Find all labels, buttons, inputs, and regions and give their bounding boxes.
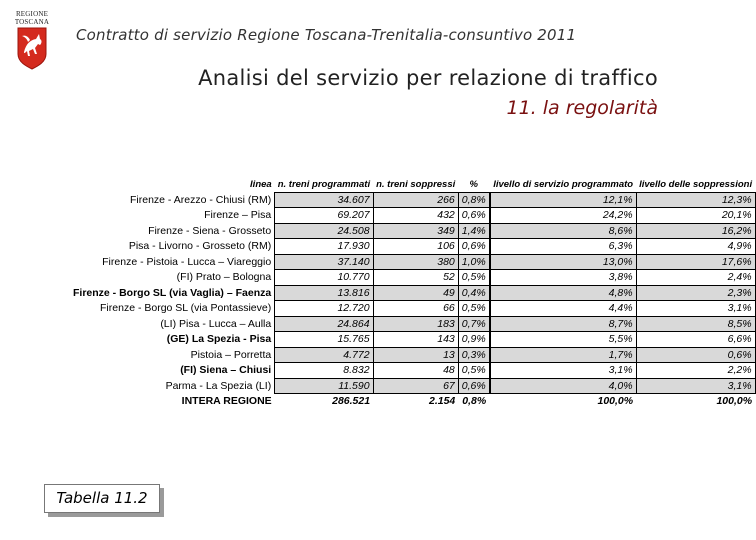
cell-pct: 0,9% <box>458 332 489 348</box>
cell-livello-servizio: 4,4% <box>490 301 636 317</box>
cell-pct: 0,6% <box>458 208 489 224</box>
cell-pct: 0,6% <box>458 239 489 255</box>
cell-livello-servizio: 5,5% <box>490 332 636 348</box>
cell-pct: 1,0% <box>458 254 489 270</box>
cell-livello-soppressioni: 3,1% <box>636 301 755 317</box>
cell-livello-servizio: 3,8% <box>490 270 636 286</box>
table-row <box>70 378 755 394</box>
total-livello-servizio: 100,0% <box>597 395 634 408</box>
main-title: Analisi del servizio per relazione di traffico <box>198 66 658 90</box>
cell-linea: Firenze - Arezzo - Chiusi (RM) <box>130 193 272 206</box>
cell-pct: 0,4% <box>458 285 489 301</box>
table-row <box>70 270 755 286</box>
cell-soppressi: 67 <box>373 378 458 394</box>
cell-programmati: 34.607 <box>275 192 373 208</box>
cell-programmati: 8.832 <box>275 363 373 379</box>
cell-pct: 0,5% <box>458 270 489 286</box>
cell-livello-soppressioni: 2,3% <box>636 285 755 301</box>
cell-livello-servizio: 3,1% <box>490 363 636 379</box>
header-programmati: n. treni programmati <box>277 178 371 190</box>
logo-text-line2: TOSCANA <box>14 18 50 26</box>
cell-linea: Firenze – Pisa <box>204 209 272 222</box>
logo-text-line1: REGIONE <box>15 10 49 18</box>
cell-soppressi: 143 <box>373 332 458 348</box>
header-livello-servizio: livello di servizio programmato <box>493 178 634 190</box>
cell-livello-soppressioni: 4,9% <box>636 239 755 255</box>
cell-pct: 0,6% <box>458 378 489 394</box>
table-header-row <box>70 175 755 192</box>
header-linea: linea <box>250 179 272 190</box>
cell-linea: (FI) Prato – Bologna <box>176 271 272 284</box>
cell-programmati: 69.207 <box>275 208 373 224</box>
table-row <box>70 223 755 239</box>
cell-programmati: 4.772 <box>275 347 373 363</box>
cell-livello-servizio: 24,2% <box>490 208 636 224</box>
cell-programmati: 37.140 <box>275 254 373 270</box>
cell-linea: Parma - La Spezia (LI) <box>165 379 272 392</box>
cell-livello-soppressioni: 17,6% <box>636 254 755 270</box>
total-programmati: 286.521 <box>332 395 371 408</box>
header-pct: % <box>469 178 478 190</box>
cell-programmati: 12.720 <box>275 301 373 317</box>
cell-soppressi: 49 <box>373 285 458 301</box>
cell-livello-servizio: 4,8% <box>490 285 636 301</box>
total-livello-soppressioni: 100,0% <box>716 395 753 408</box>
cell-livello-soppressioni: 12,3% <box>636 192 755 208</box>
cell-livello-soppressioni: 2,2% <box>636 363 755 379</box>
cell-pct: 0,3% <box>458 347 489 363</box>
cell-linea: Firenze - Borgo SL (via Vaglia) – Faenza <box>73 286 272 299</box>
cell-pct: 0,5% <box>458 301 489 317</box>
cell-soppressi: 266 <box>373 192 458 208</box>
header-title: Contratto di servizio Regione Toscana-Trenitalia-consuntivo 2011 <box>76 26 577 44</box>
cell-linea: (FI) Siena – Chiusi <box>180 364 272 377</box>
cell-linea: (GE) La Spezia - Pisa <box>166 333 272 346</box>
cell-livello-soppressioni: 2,4% <box>636 270 755 286</box>
cell-linea: Pisa - Livorno - Grosseto (RM) <box>128 240 272 253</box>
table-row <box>70 239 755 255</box>
table-row <box>70 347 755 363</box>
cell-soppressi: 66 <box>373 301 458 317</box>
total-soppressi: 2.154 <box>428 395 456 408</box>
cell-programmati: 10.770 <box>275 270 373 286</box>
table-row <box>70 192 755 208</box>
cell-soppressi: 52 <box>373 270 458 286</box>
table-row <box>70 208 755 224</box>
header-soppressi: n. treni soppressi <box>376 178 456 190</box>
cell-livello-servizio: 6,3% <box>490 239 636 255</box>
cell-linea: (LI) Pisa - Lucca – Aulla <box>160 317 272 330</box>
cell-linea: Firenze - Borgo SL (via Pontassieve) <box>100 302 272 315</box>
table-row <box>70 332 755 348</box>
cell-pct: 0,8% <box>458 192 489 208</box>
cell-pct: 0,7% <box>458 316 489 332</box>
cell-livello-soppressioni: 6,6% <box>636 332 755 348</box>
cell-linea: Firenze - Siena - Grosseto <box>148 224 272 237</box>
pegasus-emblem-icon <box>8 26 56 70</box>
cell-livello-servizio: 13,0% <box>490 254 636 270</box>
cell-livello-servizio: 4,0% <box>490 378 636 394</box>
cell-pct: 1,4% <box>458 223 489 239</box>
total-pct: 0,8% <box>462 395 487 408</box>
cell-linea: Firenze - Pistoia - Lucca – Viareggio <box>102 255 272 268</box>
regularity-table <box>70 175 756 409</box>
cell-programmati: 11.590 <box>275 378 373 394</box>
table-row <box>70 285 755 301</box>
table-row <box>70 254 755 270</box>
cell-programmati: 17.930 <box>275 239 373 255</box>
cell-programmati: 24.508 <box>275 223 373 239</box>
cell-livello-servizio: 12,1% <box>490 192 636 208</box>
regione-toscana-logo <box>8 10 56 74</box>
cell-programmati: 24.864 <box>275 316 373 332</box>
header-livello-soppressioni: livello delle soppressioni <box>639 178 753 190</box>
cell-pct: 0,5% <box>458 363 489 379</box>
cell-livello-servizio: 8,7% <box>490 316 636 332</box>
table-total-row <box>70 394 755 409</box>
cell-livello-soppressioni: 8,5% <box>636 316 755 332</box>
table-row <box>70 301 755 317</box>
cell-livello-servizio: 1,7% <box>490 347 636 363</box>
cell-linea: Pistoia – Porretta <box>190 348 272 361</box>
table-row <box>70 363 755 379</box>
cell-soppressi: 349 <box>373 223 458 239</box>
cell-livello-soppressioni: 3,1% <box>636 378 755 394</box>
cell-livello-soppressioni: 0,6% <box>636 347 755 363</box>
cell-soppressi: 13 <box>373 347 458 363</box>
section-subtitle: 11. la regolarità <box>506 97 658 119</box>
cell-soppressi: 106 <box>373 239 458 255</box>
cell-livello-soppressioni: 16,2% <box>636 223 755 239</box>
cell-soppressi: 432 <box>373 208 458 224</box>
cell-soppressi: 48 <box>373 363 458 379</box>
cell-livello-soppressioni: 20,1% <box>636 208 755 224</box>
cell-programmati: 15.765 <box>275 332 373 348</box>
cell-soppressi: 183 <box>373 316 458 332</box>
cell-programmati: 13.816 <box>275 285 373 301</box>
table-row <box>70 316 755 332</box>
cell-soppressi: 380 <box>373 254 458 270</box>
table-caption: Tabella 11.2 <box>44 484 160 513</box>
total-linea: INTERA REGIONE <box>181 395 272 407</box>
cell-livello-servizio: 8,6% <box>490 223 636 239</box>
